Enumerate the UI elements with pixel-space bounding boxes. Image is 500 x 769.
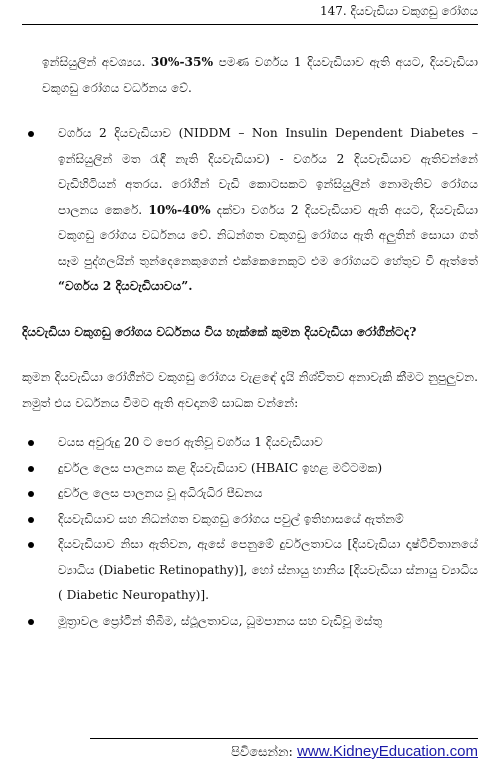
- type2-text: වර්ගය 2 දියවැඩියාව (NIDDM – Non Insulin Dependent Diabetes – ඉන්සියුලින් මත රැඳී නැති දියවැඩියාව) - වර්ගය 2 දියවැඩියාව ඇතිවන්නේ වැඩිහිටියන් අතරය. රෝගීන් වැඩි කොටසකට ඉන්සියුලින් නොමැතිව රෝගය පාලනය කෙරේ.: [58, 126, 478, 217]
- list-item: [22, 430, 478, 456]
- list-item: [22, 481, 478, 507]
- bullet-icon: [28, 131, 34, 137]
- list-item-text: දියවැඩියාව සහ නිධන්ගත වකුගඩු රෝගය පවුල් ඉතිහාසයේ ඇත්නම්: [58, 511, 404, 526]
- type1-paragraph: [22, 50, 478, 101]
- bullet-icon: [28, 491, 34, 497]
- website-link[interactable]: www.KidneyEducation.com: [297, 743, 478, 760]
- bullet-icon: [28, 517, 34, 523]
- page-footer: [90, 738, 478, 769]
- type2-bullet: [22, 121, 478, 300]
- bullet-icon: [28, 466, 34, 472]
- list-item-text: දුර්වල ලෙස පාලනය කළ දියවැඩියාව (HBAIC ඉහළ මට්ටමක): [58, 460, 383, 475]
- page-content: [22, 50, 478, 634]
- type2-text-rest: දක්වා වර්ගය 2 දියවැඩියාව ඇති අයට, දියවැඩියා වකුගඩු රෝගය වර්ධනය වේ. නිධන්ගත වකුගඩු රෝගය ඇති අලුතින් සොයා ගත් සෑම පුද්ගලයින් තුන්දෙනෙකුගෙන් එක්කෙනෙකුට එම රෝගයට හේතුව වී ඇත්තේ: [58, 202, 479, 268]
- list-item-text: වයස අවුරුදු 20 ට පෙර ඇතිවූ වර්ගය 1 දියවැඩියාව: [58, 435, 323, 449]
- list-item: [22, 507, 478, 533]
- list-item-text: මූත්‍රාවල ප්‍රෝටීන් තිබීම, ස්ථූලතාවය, ධූමපානය සහ වැඩිවූ මස්තු: [58, 613, 383, 628]
- intro-paragraph: කුමන දියවැඩියා රෝගීන්ට වකුගඩු රෝගය වැළඳේ දැයි නිශ්චිතව අනාවැකි කීමට නුපුලුවන. නමුත් එය වර්ධනය වීමට ඇති අවදානම් සාධක වන්නේ:: [22, 370, 478, 410]
- list-item: [22, 456, 478, 482]
- type1-percentage: 30%-35%: [150, 55, 214, 69]
- risk-factor-list: [22, 430, 478, 634]
- section-heading: දියවැඩියා වකුගඩු රෝගය වර්ධනය විය හැක්කේ කුමන දියවැඩියා රෝගීන්ටද?: [22, 324, 417, 339]
- list-item: [22, 609, 478, 635]
- bullet-icon: [28, 619, 34, 625]
- page-header-title: 147. දියවැඩියා වකුගඩු රෝගය: [320, 4, 478, 18]
- page-header: [22, 0, 478, 25]
- type1-text: ඉන්සියුලින් අවශ්‍යය.: [42, 55, 146, 69]
- type2-percentage: 10%-40%: [148, 202, 211, 217]
- type2-quote: “වර්ගය 2 දියවැඩියාවය”.: [58, 279, 193, 293]
- bullet-icon: [28, 542, 34, 548]
- bullet-icon: [28, 440, 34, 446]
- list-item: [22, 532, 478, 609]
- list-item-text: දුර්වල ලෙස පාලනය වූ අධිරුධිර පීඩනය: [58, 486, 263, 500]
- list-item-text: දියවැඩියාව නිසා ඇතිවන, ඇසේ පෙනුමේ දුර්වලතාවය [දියවැඩියා දෘෂ්ටිවිතානයේ ව්‍යාධිය (Diabetic Retinopathy)], හෝ ස්නායු හානිය [දියවැඩියා ස්නායු ව්‍යාධිය ( Diabetic Neuropathy)].: [58, 537, 478, 602]
- type1-text-rest: පමණ වර්ගය 1 දියවැඩියාව ඇති අයට, දියවැඩියා වකුගඩු රෝගය වර්ධනය වේ.: [42, 55, 478, 95]
- footer-label: පිවිසෙන්න:: [231, 745, 293, 760]
